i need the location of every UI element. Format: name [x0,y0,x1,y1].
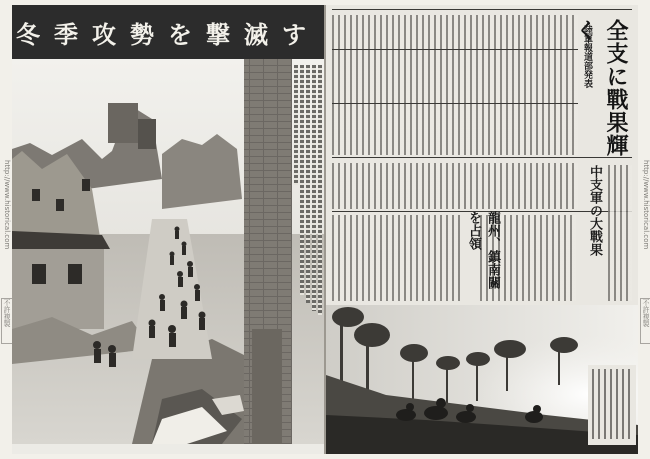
newspaper-spread [12,5,638,454]
side-stamp-right: 不許複製 [640,298,650,344]
article-text-lower-left [332,215,460,301]
article-text-right [608,165,632,301]
left-title-band [12,5,324,59]
article-text-upper [332,15,578,155]
left-title: 冬季攻勢を撃滅す [16,19,320,49]
headline-source: 陸軍報道部発表 [582,25,592,88]
side-stamp-left: 不許複製 [1,298,13,344]
subhead-china-results: 中支軍の大戰果 [587,165,602,256]
left-caption-column [276,65,322,325]
side-url-right: http://www.historical.com [642,160,650,250]
right-page [326,5,638,454]
article-body [326,5,638,307]
subhead-longzhou: 龍州、鎮南關を占領 [466,211,500,289]
main-headline: 全支に戰果輝く [572,19,629,157]
photo-soldiers-advancing [326,305,638,454]
left-page [12,5,324,454]
side-url-left: http://www.historical.com [3,160,11,250]
article-text-middle [332,163,578,209]
